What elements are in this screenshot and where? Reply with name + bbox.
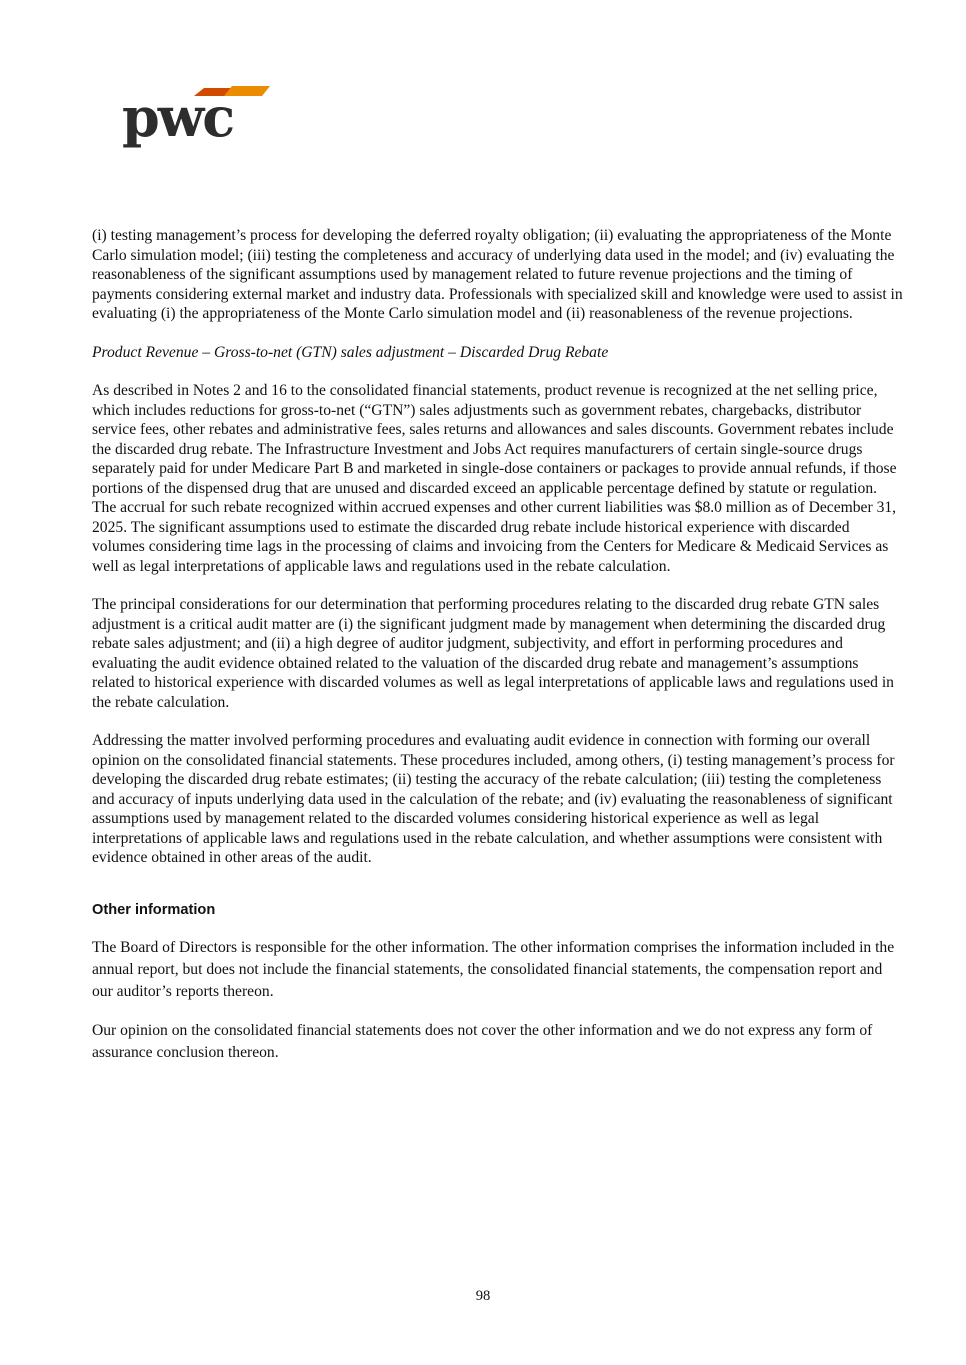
paragraph-addressing-matter: Addressing the matter involved performing procedures and evaluating audit evidence in connection with forming our overall opinion on the consolidated financial statements. These procedures included, among others, (i) testing management’s process for developing the discarded drug rebate estimates; (ii) testing the accuracy of the rebate calculation; (iii) testing the completeness and accuracy of inputs underlying data used in the calculation of the rebate; and (iv) evaluating the reasonableness of significant assumptions used by management related to the discarded volumes considering historical experience as well as legal interpretations of applicable laws and regulations used in the rebate calculation, and whether assumptions were consistent with evidence obtained in other areas of the audit. (92, 732, 895, 866)
document-body (92, 226, 904, 1064)
paragraph-matter-description: As described in Notes 2 and 16 to the consolidated financial statements, product revenue is recognized at the net selling price, which includes reductions for gross-to-net (“GTN”) sales adjustments such as government rebates, chargebacks, distributor service fees, other rebates and administrative fees, sales returns and allowances and sales discounts. Government rebates include the discarded drug rebate. The Infrastructure Investment and Jobs Act requires manufacturers of certain single-source drugs separately paid for under Medicare Part B and marketed in single-dose containers or packages to provide annual refunds, if those portions of the dispensed drug that are unused and discarded exceed an applicable percentage defined by statute or regulation. The accrual for such rebate recognized within accrued expenses and other current liabilities was $8.0 million as of December 31, 2025. The significant assumptions used to estimate the discarded drug rebate include historical experience with discarded volumes considering time lags in the processing of claims and invoicing from the Centers for Medicare & Medicaid Services as well as legal interpretations of applicable laws and regulations used in the rebate calculation. (92, 382, 897, 575)
paragraph-procedures-royalty: (i) testing management’s process for developing the deferred royalty obligation; (ii) evaluating the appropriateness of the Monte Carlo simulation model; (iii) testing the completeness and accuracy of underlying data used in the model; and (iv) evaluating the reasonableness of the significant assumptions used by management related to future revenue projections and the timing of payments considering external market and industry data. Professionals with specialized skill and knowledge were used to assist in evaluating (i) the appropriateness of the Monte Carlo simulation model and (ii) reasonableness of the revenue projections. (92, 227, 903, 322)
paragraph-principal-considerations: The principal considerations for our determination that performing procedures relating to the discarded drug rebate GTN sales adjustment is a critical audit matter are (i) the significant judgment made by management when determining the discarded drug rebate sales adjustment; and (ii) a high degree of auditor judgment, subjectivity, and effort in performing procedures and evaluating the audit evidence obtained related to the valuation of the discarded drug rebate and management’s assumptions related to historical experience with discarded volumes as well as legal interpretations of applicable laws and regulations used in the rebate calculation. (92, 596, 894, 711)
page-number: 98 (475, 1288, 491, 1304)
paragraph-opinion-scope: Our opinion on the consolidated financial statements does not cover the other information and we do not express any form of assurance conclusion thereon. (92, 1021, 873, 1061)
paragraph-board-responsibility: The Board of Directors is responsible for the other information. The other information comprises the information included in the annual report, but does not include the financial statements, the consolidated financial statements, the compensation report and our auditor’s reports thereon. (92, 938, 895, 1000)
pwc-logo (122, 84, 272, 160)
pwc-logo-wordmark: pwc (122, 85, 234, 149)
section-heading-other-information: Other information (92, 901, 216, 918)
critical-audit-matter-title: Product Revenue – Gross-to-net (GTN) sales adjustment – Discarded Drug Rebate (92, 343, 609, 361)
